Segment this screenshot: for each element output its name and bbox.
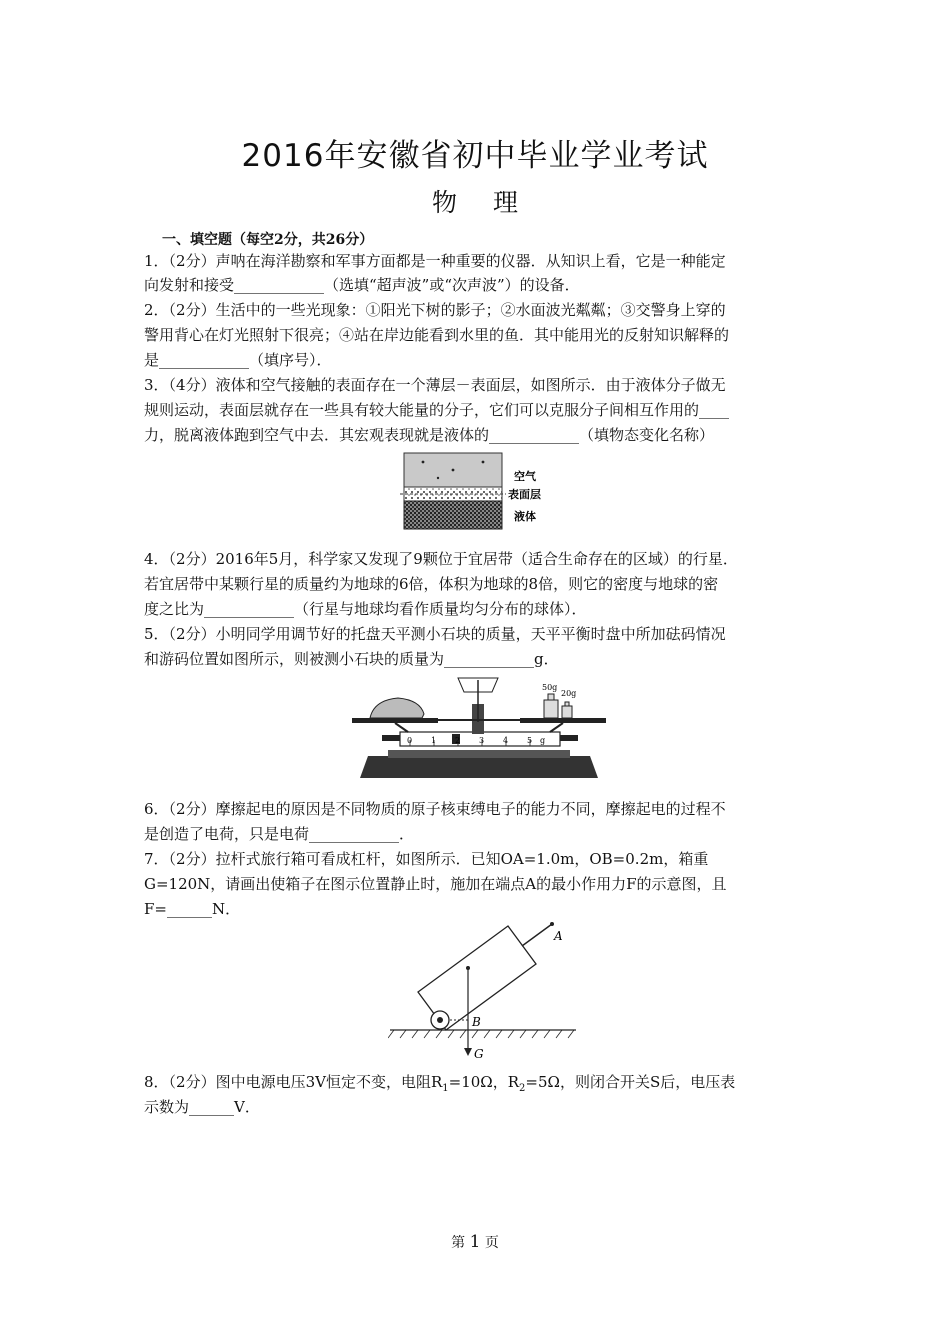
weight-label-20g: 20g: [561, 689, 577, 698]
point-a-label: A: [554, 929, 563, 943]
q8-text-b: =10Ω，R: [448, 1073, 520, 1091]
q8-sub-2: 2: [519, 1083, 526, 1094]
gravity-label: G: [474, 1047, 484, 1061]
q7-line-1: 7．（2分）拉杆式旅行箱可看成杠杆，如图所示．已知OA=1.0m，OB=0.2m，箱重: [144, 850, 709, 868]
label-surface-layer: 表面层: [508, 488, 541, 501]
q3-line-2: 规则运动，表面层就存在一些具有较大能量的分子，它们可以克服分子间相互作用的____: [144, 401, 730, 419]
q7-line-2: G=120N，请画出使箱子在图示位置静止时，施加在端点A的最小作用力F的示意图，且: [144, 875, 727, 893]
q8-text-c: =5Ω，则闭合开关S后，电压表: [525, 1073, 736, 1091]
q2-line-3: 是____________（填序号）．: [144, 351, 332, 369]
q1-line-1: 1．（2分）声呐在海洋勘察和军事方面都是一种重要的仪器．从知识上看，它是一种能定: [144, 252, 726, 270]
balance-figure: [348, 674, 610, 786]
q7-line-3: F=______N．: [144, 900, 241, 918]
point-b-label: B: [472, 1015, 481, 1029]
scale-tick-1: 1: [431, 736, 437, 745]
q4-line-2: 若宜居带中某颗行星的质量约为地球的6倍，体积为地球的8倍，则它的密度与地球的密: [144, 575, 719, 593]
footer-post: 页: [484, 1235, 499, 1251]
q4-line-3: 度之比为____________（行星与地球均看作质量均匀分布的球体）．: [144, 600, 587, 618]
label-air: 空气: [514, 470, 536, 483]
scale-tick-0: 0: [407, 736, 413, 745]
q8-text-a: 8．（2分）图中电源电压3V恒定不变，电阻R: [144, 1073, 443, 1091]
weight-label-50g: 50g: [542, 683, 558, 692]
q6-line-2: 是创造了电荷，只是电荷____________．: [144, 825, 415, 843]
scale-tick-4: 4: [503, 736, 509, 745]
q6-line-1: 6．（2分）摩擦起电的原因是不同物质的原子核束缚电子的能力不同，摩擦起电的过程不: [144, 800, 726, 818]
q2-line-1: 2．（2分）生活中的一些光现象：①阳光下树的影子；②水面波光粼粼；③交警身上穿的: [144, 301, 726, 319]
page-footer: [0, 1232, 950, 1252]
q1-line-2: 向发射和接受____________（选填“超声波”或“次声波”）的设备．: [144, 276, 580, 294]
q8-line-2: 示数为______V．: [144, 1098, 260, 1116]
exam-title: 2016年安徽省初中毕业学业考试: [241, 138, 709, 174]
subject-title: 物 理: [432, 188, 532, 217]
q4-line-1: 4．（2分）2016年5月，科学家又发现了9颗位于宜居带（适合生命存在的区域）的行星．: [144, 550, 738, 568]
q5-line-2: 和游码位置如图所示，则被测小石块的质量为____________g．: [144, 650, 559, 668]
surface-layer-figure: [398, 448, 568, 532]
scale-tick-2: 2: [455, 736, 461, 745]
q3-line-1: 3．（4分）液体和空气接触的表面存在一个薄层－表面层，如图所示．由于液体分子做无: [144, 376, 726, 394]
q2-line-2: 警用背心在灯光照射下很亮；④站在岸边能看到水里的鱼．其中能用光的反射知识解释的: [144, 326, 730, 344]
scale-tick-3: 3: [479, 736, 485, 745]
footer-pre: 第: [451, 1235, 466, 1251]
section-heading: 一、填空题（每空2分，共26分）: [162, 232, 374, 248]
label-liquid: 液体: [514, 510, 536, 523]
q5-line-1: 5．（2分）小明同学用调节好的托盘天平测小石块的质量，天平平衡时盘中所加砝码情况: [144, 625, 726, 643]
scale-tick-5: 5: [527, 736, 533, 745]
lever-figure: [388, 922, 578, 1062]
page-number: 1: [469, 1232, 481, 1252]
scale-unit: g: [540, 736, 546, 745]
q3-line-3: 力，脱离液体跑到空气中去．其宏观表现就是液体的____________（填物态变化名称）: [144, 426, 715, 444]
q8-sub-1: 1: [442, 1083, 449, 1094]
